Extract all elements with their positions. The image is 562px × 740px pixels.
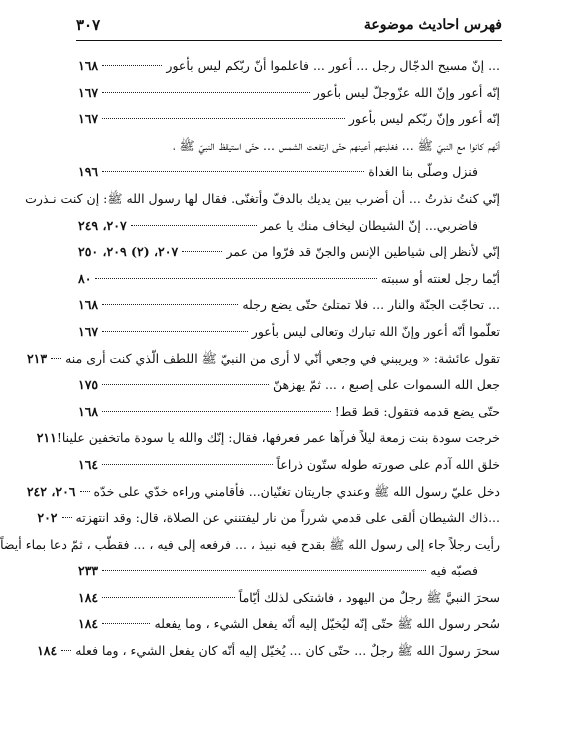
index-entry [78, 324, 500, 340]
dot-leader [61, 650, 71, 651]
index-entry-continuation [78, 563, 500, 579]
index-entry [78, 457, 500, 473]
page-ref: ٢٠٦، ٢٤٢ [26, 483, 76, 499]
index-entry [78, 244, 500, 260]
dot-leader [102, 331, 248, 332]
dot-leader [131, 225, 257, 226]
entry-text: إنّه أعور وإنّ الله عزّوجلّ ليس بأعور [313, 84, 500, 100]
index-entry [78, 271, 500, 287]
index-entry [26, 350, 500, 367]
page-ref: ٢٠٢ [37, 510, 58, 526]
page-number: ٣٠٧ [76, 16, 101, 34]
entry-text: تعلّموا أنّه أعور وإنّ الله تبارك وتعالى ليس بأعور [251, 323, 500, 339]
entry-text: إنّي لأنظر إلى شياطين الإنس والجنّ قد فرّوا من عمر [226, 244, 500, 260]
dot-leader [102, 171, 364, 172]
dot-leader [95, 278, 376, 279]
entry-text: تقول عائشة: « ويريبني في وجعي أنّي لا أرى من النبيّ ﷺ اللطف الّذي كنت أرى منه [65, 350, 500, 366]
entry-text: ...ذاك الشيطان ألقى على قدمي شرراً من نار ليفتنني عن الصلاة، قال: وقد انتهزته [75, 510, 500, 526]
page-ref: ١٦٨ [78, 403, 99, 419]
page-ref: ١٦٤ [78, 456, 99, 472]
index-entry [37, 510, 500, 526]
entry-text: إنّه أعور وإنّ ربّكم ليس بأعور [348, 111, 500, 127]
dot-leader [102, 411, 331, 412]
index-entry [78, 404, 500, 420]
index-entry [78, 590, 500, 606]
index-entry [25, 190, 500, 207]
page-ref: ١٦٧ [78, 323, 99, 339]
dot-leader [62, 517, 72, 518]
dot-leader [102, 304, 238, 305]
entry-text: فصبّه فيه [430, 563, 478, 579]
dot-leader [102, 118, 345, 119]
index-entry [78, 377, 500, 393]
page-ref: ٢١٣ [26, 350, 48, 366]
page-header [76, 10, 502, 41]
entry-text: سحرَ رسولَ الله ﷺ رجلٌ ... حتّى كان ... يُخيّل إليه أنّه كان يفعل الشيء ، وما فعله [75, 643, 500, 659]
entry-text: أنّهم كانوا مع النبيّ ﷺ ... فغلبتهم أعينهم حتّى ارتفعت الشمس ... حتّى استيقظ النبيّ ﷺ ، [173, 137, 500, 153]
page-ref: ٨٠ [78, 270, 92, 286]
page-ref: ١٨٤ [78, 589, 99, 605]
dot-leader [51, 358, 61, 359]
index-entry [0, 536, 500, 553]
entry-text: دخل عليّ رسول الله ﷺ وعندي جاريتان تغنّيان... فأقامني وراءه خدّي على خدّه [93, 483, 500, 499]
index-entry [78, 85, 500, 101]
dot-leader [102, 384, 269, 385]
entry-text: رأيت رجلاً جاء إلى رسول الله ﷺ بقدح فيه نبيذ ، ... فرفعه إلى فيه ، ... فقطّب ، ثمّ دعا بماء أيضاً [0, 536, 500, 552]
dot-leader [102, 623, 150, 624]
index-entry [78, 616, 500, 632]
entry-text: فنزل وصلّى بنا الغداة [368, 164, 478, 180]
page-ref: ١٧٥ [78, 377, 99, 393]
index-entry [78, 111, 500, 127]
index-entry [26, 483, 500, 500]
entry-text: خلق الله آدم على صورته طوله ستّون ذراعاً [276, 456, 500, 472]
dot-leader [102, 570, 426, 571]
page-ref: ١٦٨ [78, 297, 99, 313]
page-ref: ١٨٤ [37, 643, 58, 659]
page-ref: ١٨٤ [78, 616, 99, 632]
entry-text: فاضربي... إنّ الشيطان ليخاف منك يا عمر [260, 217, 478, 233]
page-ref: ٢٣٣ [78, 563, 99, 579]
page-ref: ٢١١ [36, 430, 57, 446]
page-ref: ١٦٨ [78, 58, 99, 73]
index-entry [36, 430, 500, 446]
entry-text: ... تحاجّت الجنّة والنار ... فلا تمتلئ حتّى يضع رجله [242, 297, 500, 313]
entry-text: سُحر رسول الله ﷺ حتّى إنّه ليُخيّل إليه أنّه يفعل الشيء ، وما يفعله [154, 616, 500, 632]
entry-text: إنّي كنتُ نذرتُ ... أن أضرب بين يديك بالدفّ وأتغنّى. فقال لها رسول الله ﷺ: إن كنت نـذرت [25, 190, 500, 206]
header-title: فهرس احاديث موضوعة [363, 17, 502, 33]
page-ref: ١٦٧ [78, 84, 99, 100]
index-entry [78, 58, 500, 74]
dot-leader [80, 491, 90, 492]
page-ref: ٢٠٧، ٢٤٩ [78, 217, 127, 233]
page-ref: ٢٠٧، (٢) ٢٠٩، ٢٥٠ [78, 244, 179, 260]
hadith-index-list [0, 58, 500, 670]
entry-text: ... إنّ مسيح الدجّال رجل ... أعور ... فاعلموا أنّ ربّكم ليس بأعور [166, 58, 500, 73]
index-entry [37, 643, 500, 659]
dot-leader [102, 65, 162, 66]
page-ref: ١٦٧ [78, 111, 99, 127]
dot-leader [102, 464, 272, 465]
entry-text: حتّى يضع قدمه فتقول: قط قط! [334, 403, 500, 419]
dot-leader [102, 597, 235, 598]
page-ref: ١٩٦ [78, 164, 99, 180]
dot-leader [182, 251, 222, 252]
index-entry [78, 297, 500, 313]
entry-text: جعل الله السموات على إصبع ، ... ثمّ يهزهنّ [272, 377, 500, 393]
entry-text: أيّما رجل لعنته أو سببته [380, 270, 500, 286]
entry-text: سحرَ النبيَّ ﷺ رجلٌ من اليهود ، فاشتكى لذلك أيّاماً [238, 589, 500, 605]
index-entry-continuation [78, 164, 500, 180]
index-entry-continuation [78, 218, 500, 234]
entry-text: خرجت سودة بنت زمعة ليلاً فرآها عمر فعرفها، فقال: إنّك والله يا سودة ماتخفين علينا! [56, 430, 500, 446]
index-entry [78, 138, 500, 154]
dot-leader [102, 92, 310, 93]
